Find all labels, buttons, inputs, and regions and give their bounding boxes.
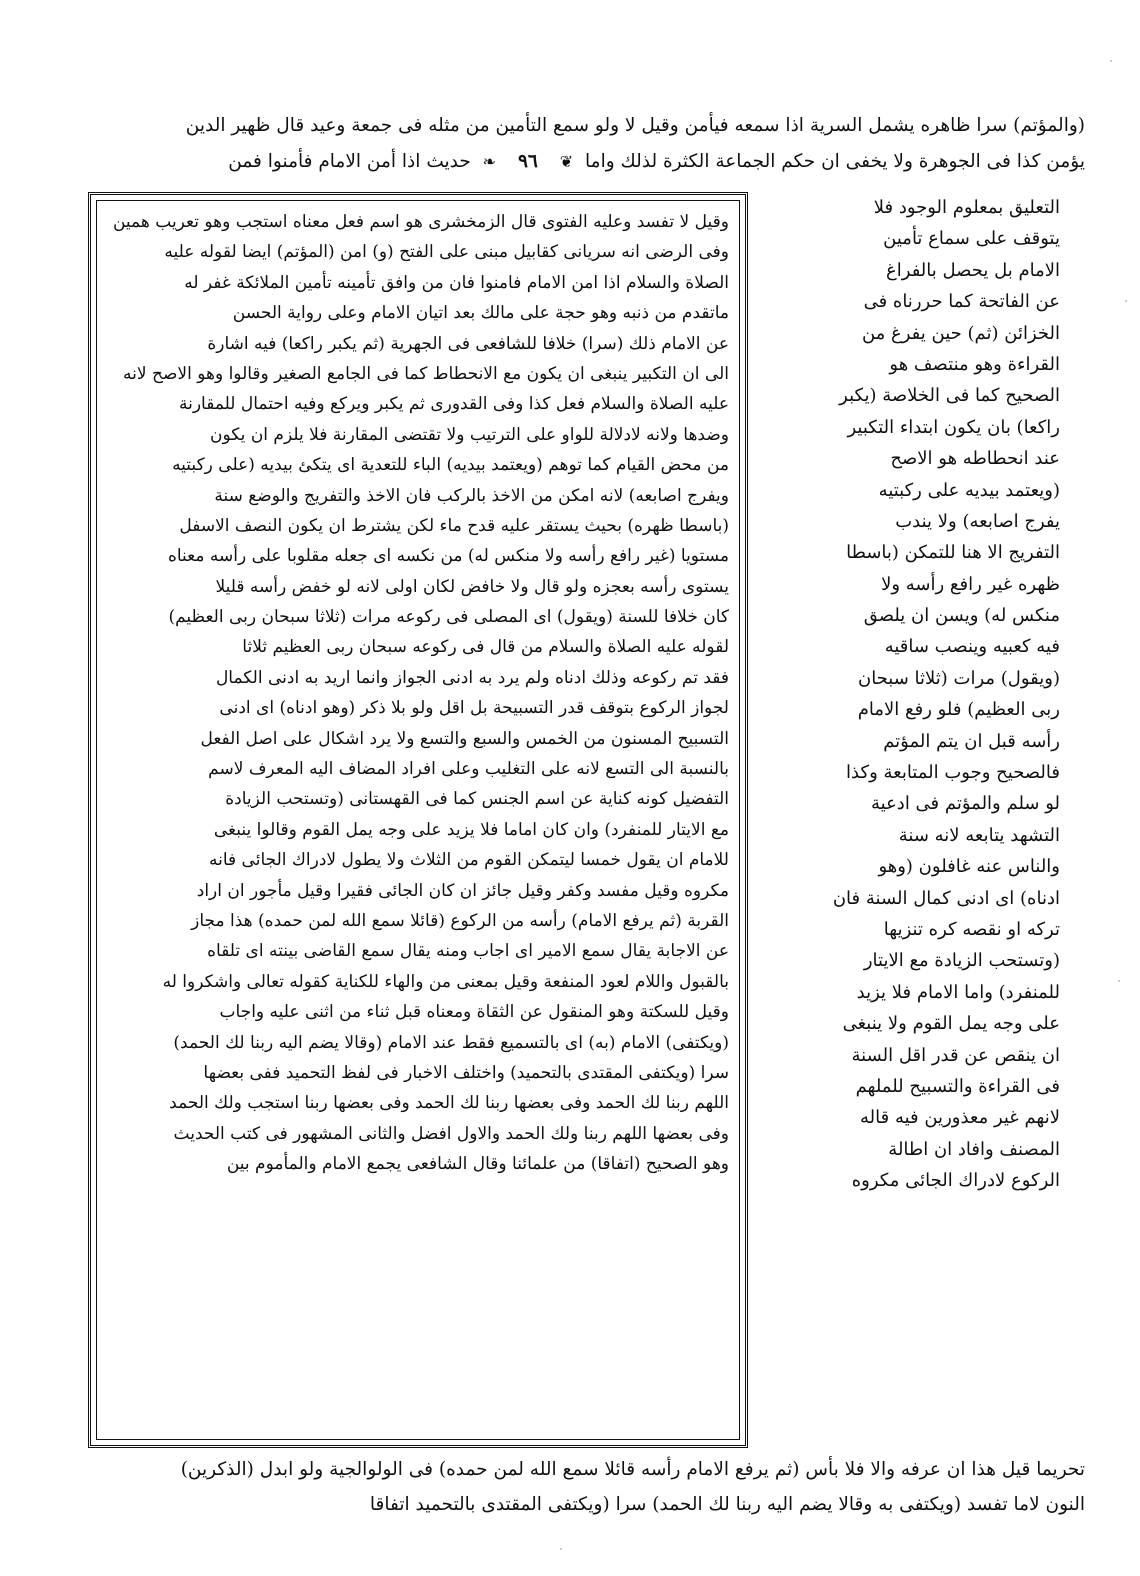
main-text-line-13: يستوى رأسه بعجزه ولو قال ولا خافض لكان اولى لانه لو خفض رأسه قليلا bbox=[215, 576, 729, 597]
main-text-line-9: من محض القيام كما توهم (ويعتمد بيديه) الباء للتعدية اى يتكئ بيديه (على ركبتيه bbox=[172, 455, 729, 476]
main-text-line-22: للامام ان يقول خمسا ليتمكن القوم من الثلاث ولا يطول لادراك الجائى فانه bbox=[208, 850, 729, 871]
margin-line-31: المصنف وافاد ان اطالة bbox=[888, 1138, 1060, 1160]
main-text-line-31: وفى بعضها اللهم ربنا ولك الحمد والاول افضل والثانى المشهور فى كتب الحديث bbox=[173, 1123, 729, 1144]
main-text-line-26: بالقبول واللام لعود المنفعة وقيل بمعنى من والهاء للكناية كقوله تعالى واشكروا له bbox=[162, 971, 729, 992]
main-text-line-21: مع الايتار للمنفرد) وان كان اماما فلا يزيد على وجه يمل القوم وقالوا ينبغى bbox=[213, 819, 729, 840]
main-text-line-17: لجواز الركوع بتوقف قدر التسبيحة بل اقل ولو بلا ذكر (وهو ادناه) اى ادنى bbox=[219, 698, 729, 719]
main-text-line-23: مكروه وقيل مفسد وكفر وقيل جائز ان كان الجائى فقيرا وقيل مأجور ان اراد bbox=[196, 880, 729, 901]
margin-line-18: رأسه قبل ان يتم المؤتم bbox=[883, 730, 1060, 752]
main-text-line-20: التفضيل كونه كناية عن اسم الجنس كما فى القهستانى (وتستحب الزيادة bbox=[225, 789, 729, 810]
main-text-line-5: عن الامام ذلك (سرا) خلافا للشافعى فى الجهرية (ثم يكبر راكعا) فيه اشارة bbox=[207, 333, 729, 354]
margin-line-21: التشهد يتابعه لانه سنة bbox=[898, 824, 1060, 846]
margin-line-13: ظهره غير رافع رأسه ولا bbox=[881, 573, 1060, 595]
main-text-line-6: الى ان التكبير ينبغى ان يكون مع الانحطاط كما فى الجامع الصغير وقالوا وهو الاصح لانه bbox=[123, 363, 729, 384]
main-text-body bbox=[96, 200, 740, 1440]
margin-line-2: يتوقف على سماع تأمين bbox=[883, 228, 1060, 250]
main-text-line-8: وضدها ولانه لادلالة للواو على الترتيب ولا تقتضى المقارنة فلا يلزم ان يكون bbox=[210, 424, 729, 445]
main-text-line-19: بالنسبة الى التسع لانه على التغليب وعلى افراد المضاف اليه المعرف لاسم bbox=[208, 759, 729, 780]
header-block bbox=[80, 108, 1085, 180]
margin-line-32: الركوع لادراك الجائى مكروه bbox=[851, 1170, 1060, 1192]
margin-line-1: التعليق بمعلوم الوجود فلا bbox=[873, 197, 1060, 218]
margin-line-4: عن الفاتحة كما حررناه فى bbox=[863, 291, 1060, 313]
margin-line-24: تركه او نقصه كره تنزيها bbox=[883, 918, 1060, 940]
margin-line-29: فى القراءة والتسبيح للملهم bbox=[855, 1075, 1060, 1097]
main-text-line-27: وقيل للسكتة وهو المنقول عن الثقاة ومعناه قبل ثناء من اثنى عليه واجاب bbox=[219, 1002, 729, 1023]
footer-line-1: تحريما قيل هذا ان عرفه والا فلا بأس (ثم يرفع الامام رأسه قائلا سمع الله لمن حمده) فى الولوالجية ولو ابدل (الذكرين) bbox=[180, 1459, 1085, 1480]
margin-line-5: الخزائن (ثم) حين يفرغ من bbox=[861, 322, 1060, 344]
main-text-line-14: كان خلافا للسنة (ويقول) اى المصلى فى ركوعه مرات (ثلاثا سبحان ربى العظيم) bbox=[168, 607, 729, 628]
margin-line-7: الصحيح كما فى الخلاصة (يكبر bbox=[839, 385, 1060, 407]
main-text-line-2: وفى الرضى انه سريانى كقابيل مبنى على الفتح (و) امن (المؤتم) ايضا لقوله عليه bbox=[164, 242, 729, 263]
header-line-2 bbox=[80, 144, 1085, 180]
margin-line-28: ان ينقص عن قدر اقل السنة bbox=[851, 1044, 1060, 1066]
header-line-1: (والمؤتم) سرا ظاهره يشمل السرية اذا سمعه فيأمن وقيل لا ولو سمع التأمين من مثله فى جمعة وعيد قال ظهير الدين bbox=[185, 115, 1085, 136]
ornament-icon: ❦ bbox=[559, 152, 574, 171]
main-text-line-25: عن الاجابة يقال سمع الامير اى اجاب ومنه يقال سمع القاضى بينته اى تلقاه bbox=[207, 941, 729, 962]
footer-line-2: النون لاما تفسد (ويكتفى به وقالا يضم اليه ربنا لك الحمد) سرا (ويكتفى المقتدى بالتحميد اتفاقا bbox=[369, 1494, 1085, 1515]
main-text-line-29: سرا (ويكتفى المقتدى بالتحميد) واختلف الاخبار فى لفظ التحميد ففى بعضها bbox=[203, 1062, 729, 1083]
main-text-line-4: ماتقدم من ذنبه وهو حجة على مالك بعد اتيان الامام وعلى رواية الحسن bbox=[232, 303, 729, 324]
scan-speck bbox=[1110, 60, 1112, 62]
scan-speck bbox=[560, 1548, 562, 1550]
margin-line-20: لو سلم والمؤتم فى ادعية bbox=[870, 793, 1060, 815]
main-text-line-10: ويفرج اصابعه) لانه امكن من الاخذ بالركب فان الاخذ والتفريج والوضع سنة bbox=[214, 485, 729, 506]
header-line-2-left: حديث اذا أمن الامام فأمنوا فمن bbox=[228, 151, 471, 172]
margin-line-25: (وتستحب الزيادة مع الايتار bbox=[863, 950, 1060, 972]
margin-line-16: (ويقول) مرات (ثلاثا سبحان bbox=[857, 667, 1060, 689]
header-line-2-right: يؤمن كذا فى الجوهرة ولا يخفى ان حكم الجماعة الكثرة لذلك واما bbox=[585, 151, 1085, 172]
scan-speck bbox=[1118, 980, 1120, 982]
margin-line-23: ادناه) اى ادنى كمال السنة فان bbox=[832, 887, 1060, 909]
footer-commentary bbox=[80, 1452, 1085, 1522]
margin-line-6: القراءة وهو منتصف هو bbox=[889, 353, 1060, 375]
margin-line-14: منكس له) ويسن ان يلصق bbox=[863, 605, 1060, 627]
main-text-line-30: اللهم ربنا لك الحمد وفى بعضها ربنا لك الحمد وفى بعضها ربنا استجب ولك الحمد bbox=[169, 1093, 729, 1114]
scan-speck bbox=[1125, 300, 1127, 302]
main-text-line-1: وقيل لا تفسد وعليه الفتوى قال الزمخشرى هو اسم فعل معناه استجب وهو تعريب همين bbox=[112, 212, 729, 232]
margin-line-19: فالصحيح وجوب المتابعة وكذا bbox=[846, 762, 1060, 784]
main-text-line-24: القربة (ثم يرفع الامام) رأسه من الركوع (قائلا سمع الله لمن حمده) هذا مجاز bbox=[191, 910, 729, 931]
margin-commentary bbox=[760, 192, 1060, 1448]
main-text-frame bbox=[88, 192, 748, 1448]
margin-line-9: عند انحطاطه هو الاصح bbox=[890, 448, 1060, 470]
main-text-line-15: لقوله عليه الصلاة والسلام من قال فى ركوعه سبحان ربى العظيم ثلاثا bbox=[242, 637, 729, 658]
margin-line-15: فيه كعبيه وينصب ساقيه bbox=[884, 636, 1060, 658]
margin-line-12: التفريج الا هنا للتمكن (باسطا bbox=[846, 542, 1060, 564]
main-text-line-28: (ويكتفى) الامام (به) اى بالتسميع فقط عند الامام (وقالا يضم اليه ربنا لك الحمد) bbox=[173, 1032, 729, 1053]
main-text-line-3: الصلاة والسلام اذا امن الامام فامنوا فان من وافق تأمينه تأمين الملائكة غفر له bbox=[184, 272, 729, 293]
main-text-line-11: (باسطا ظهره) بحيث يستقر عليه قدح ماء لكن يشترط ان يكون النصف الاسفل bbox=[179, 515, 729, 536]
margin-line-3: الامام بل يحصل بالفراغ bbox=[886, 259, 1060, 281]
margin-line-10: (ويعتمد بيديه على ركبتيه bbox=[878, 479, 1060, 501]
margin-line-17: ربى العظيم) فلو رفع الامام bbox=[857, 699, 1060, 721]
margin-line-22: والناس عنه غافلون (وهو bbox=[878, 856, 1060, 878]
margin-line-30: لانهم غير معذورين فيه قاله bbox=[860, 1107, 1060, 1129]
margin-line-11: يفرج اصابعه) ولا يندب bbox=[895, 510, 1060, 532]
margin-line-8: راكعا) بان يكون ابتداء التكبير bbox=[847, 416, 1060, 438]
main-text-line-7: عليه الصلاة والسلام فعل كذا وفى القدورى ثم يكبر ويركع وفيه احتمال للمقارنة bbox=[178, 394, 729, 415]
main-text-line-12: مستويا (غير رافع رأسه ولا منكس له) من نكسه اى جعله مقلوبا على رأسه معناه bbox=[167, 546, 729, 567]
main-text-line-32: وهو الصحيح (اتفاقا) من علمائنا وقال الشافعى يجمع الامام والمأموم بين bbox=[226, 1154, 729, 1175]
main-text-line-18: التسبيح المسنون من الخمس والسبع والتسع ولا يرد اشكال على اصل الفعل bbox=[200, 728, 729, 749]
main-text-line-16: فقد تم ركوعه وذلك ادناه ولم يرد به ادنى الجواز وانما اريد به ادنى الكمال bbox=[215, 667, 729, 688]
margin-line-26: للمنفرد) واما الامام فلا يزيد bbox=[856, 981, 1060, 1003]
page-number: ٩٦ bbox=[517, 151, 538, 172]
margin-line-27: على وجه يمل القوم ولا ينبغى bbox=[842, 1013, 1060, 1035]
ornament-icon: ❧ bbox=[482, 152, 497, 171]
